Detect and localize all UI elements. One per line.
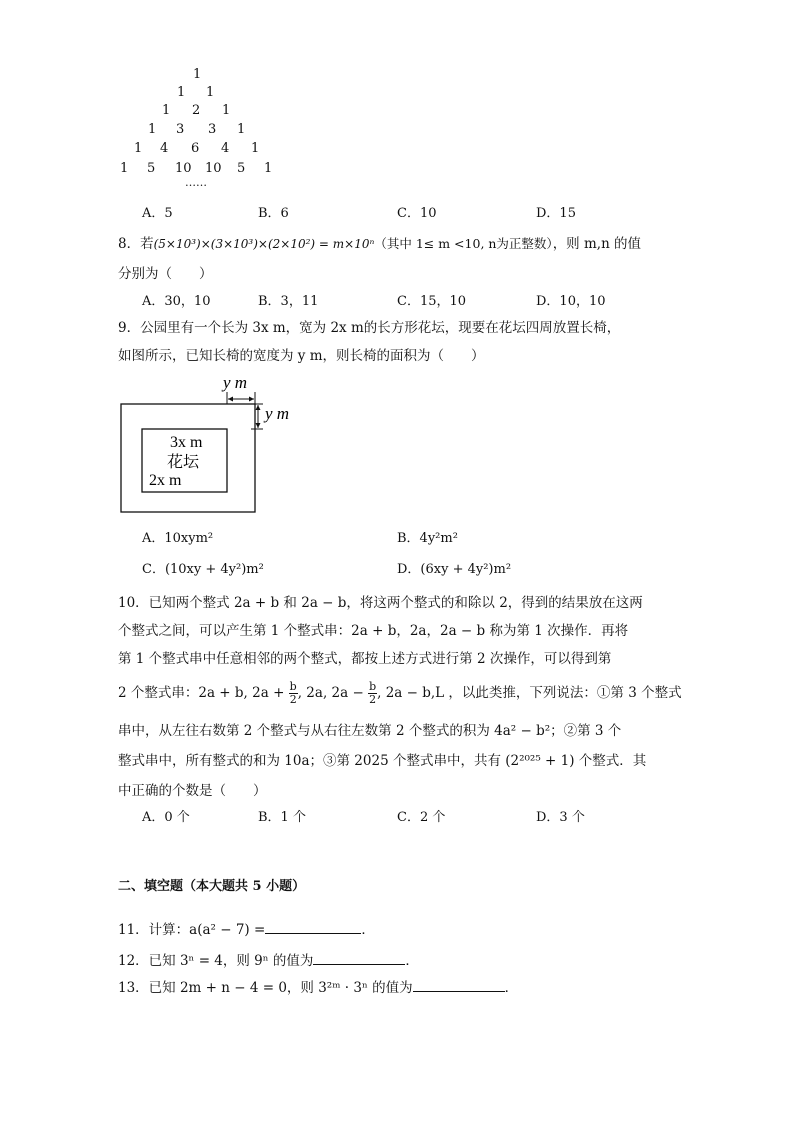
pascal-cell: 10 — [175, 161, 192, 176]
pascal-cell: 1 — [264, 161, 273, 176]
q8-line1 — [118, 232, 641, 252]
label-right-y: y m — [265, 404, 290, 423]
label-inner-name: 花坛 — [167, 452, 200, 471]
q10-line2: 个整式之间，可以产生第 1 个整式串：2a + b，2a，2a − b 称为第 1 次操作．再将 — [118, 623, 629, 639]
pascal-cell: 10 — [205, 161, 222, 176]
pascal-cell: 6 — [191, 141, 200, 156]
q10-line5: 串中，从左往右数第 2 个整式与从右往左数第 2 个整式的积为 4a² − b²；②第 3 个 — [118, 723, 622, 739]
q8-condition: （其中 1≤ m <10, n为正整数） — [374, 236, 553, 251]
q9-option-b[interactable]: B．4y²m² — [397, 531, 458, 546]
pascal-cell: 4 — [160, 141, 169, 156]
q13-end: ． — [504, 980, 519, 996]
q13-line — [118, 976, 518, 996]
q10-option-a[interactable]: A．0 个 — [142, 810, 190, 825]
q10-option-d[interactable]: D．3 个 — [536, 810, 585, 825]
pascal-cell: 1 — [120, 161, 129, 176]
pascal-cell: 5 — [237, 161, 246, 176]
q8-prefix: 若 — [140, 236, 154, 252]
q12-end: ． — [405, 953, 419, 969]
pascal-cell: 4 — [221, 141, 230, 156]
pascal-cell: 1 — [237, 122, 246, 137]
q8-suffix: ，则 m,n 的值 — [552, 236, 642, 252]
q13-answer-blank[interactable] — [413, 991, 505, 992]
pascal-cell: 1 — [193, 67, 202, 82]
q10-fraction-1: $\frac{b}{2}$ — [289, 680, 297, 706]
q9-option-d[interactable]: D．(6xy + 4y²)m² — [397, 562, 512, 577]
q11-end: ． — [361, 922, 375, 938]
q11-text: 11．计算：a(a² − 7) = — [118, 922, 266, 938]
label-inner-length: 3x m — [170, 434, 203, 451]
pascal-cell: 1 — [162, 103, 171, 118]
q12-text: 12．已知 3ⁿ = 4，则 9ⁿ 的值为 — [118, 953, 314, 969]
pascal-cell: 1 — [251, 141, 260, 156]
pascal-cell: 1 — [177, 85, 186, 100]
label-top-y: y m — [223, 373, 248, 392]
q10-line4-mid: , 2a, 2a − — [297, 685, 369, 701]
pascal-cell: 1 — [148, 122, 157, 137]
q8-option-d[interactable]: D．10，10 — [536, 294, 606, 309]
q7-option-b[interactable]: B．6 — [258, 206, 289, 221]
q8-option-a[interactable]: A．30，10 — [142, 294, 211, 309]
pascal-cell: 1 — [134, 141, 143, 156]
pascal-cell: 3 — [176, 122, 185, 137]
q7-option-d[interactable]: D．15 — [536, 206, 576, 221]
q7-option-a[interactable]: A．5 — [142, 206, 173, 221]
q13-text: 13．已知 2m + n − 4 = 0，则 3²ᵐ · 3ⁿ 的值为 — [118, 980, 413, 996]
q10-line3: 第 1 个整式串中任意相邻的两个整式，都按上述方式进行第 2 次操作，可以得到第 — [118, 651, 612, 667]
q9-line2: 如图所示，已知长椅的宽度为 y m，则长椅的面积为（ ） — [118, 348, 485, 364]
q10-fraction-2: $\frac{b}{2}$ — [369, 680, 377, 706]
q10-line4 — [118, 681, 682, 706]
q10-line4-start: 2 个整式串：2a + b, 2a + — [118, 685, 289, 701]
q8-line2: 分别为（ ） — [118, 266, 213, 282]
q12-answer-blank[interactable] — [313, 964, 405, 965]
label-inner-width: 2x m — [149, 472, 182, 489]
q10-line4-end: , 2a − b,L ，以此类推，下列说法：①第 3 个整式 — [377, 685, 682, 701]
q10-line7: 中正确的个数是（ ） — [118, 783, 267, 799]
q11-line — [118, 918, 375, 938]
q10-option-c[interactable]: C．2 个 — [397, 810, 446, 825]
q8-expression: (5×10³)×(3×10³)×(2×10²) = m×10ⁿ — [153, 237, 375, 251]
q9-line1: 9．公园里有一个长为 3x m，宽为 2x m的长方形花坛，现要在花坛四周放置长椅， — [118, 320, 621, 336]
flower-bed-figure — [115, 370, 335, 520]
pascal-cell: 3 — [208, 122, 217, 137]
q10-line1: 10．已知两个整式 2a + b 和 2a − b，将这两个整式的和除以 2，得到的结果放在这两 — [118, 595, 643, 611]
q10-option-b[interactable]: B．1 个 — [258, 810, 306, 825]
q8-number: 8． — [118, 236, 141, 252]
q12-line — [118, 949, 419, 969]
q8-option-b[interactable]: B．3，11 — [258, 294, 319, 309]
section-title: 二、填空题（本大题共 5 小题） — [118, 879, 306, 894]
pascal-cell: 1 — [206, 85, 215, 100]
pascal-cell: 1 — [222, 103, 231, 118]
q9-option-a[interactable]: A．10xym² — [142, 531, 214, 546]
q9-option-c[interactable]: C．(10xy + 4y²)m² — [142, 562, 264, 577]
q10-line6: 整式串中，所有整式的和为 10a；③第 2025 个整式串中，共有 (2²⁰²⁵ + 1) 个整式．其 — [118, 753, 647, 769]
q8-option-c[interactable]: C．15，10 — [397, 294, 467, 309]
pascal-cell: 5 — [147, 161, 156, 176]
q7-option-c[interactable]: C．10 — [397, 206, 437, 221]
pascal-cell: 2 — [192, 103, 201, 118]
pascal-ellipsis: …… — [185, 176, 207, 189]
q11-answer-blank[interactable] — [265, 933, 361, 934]
